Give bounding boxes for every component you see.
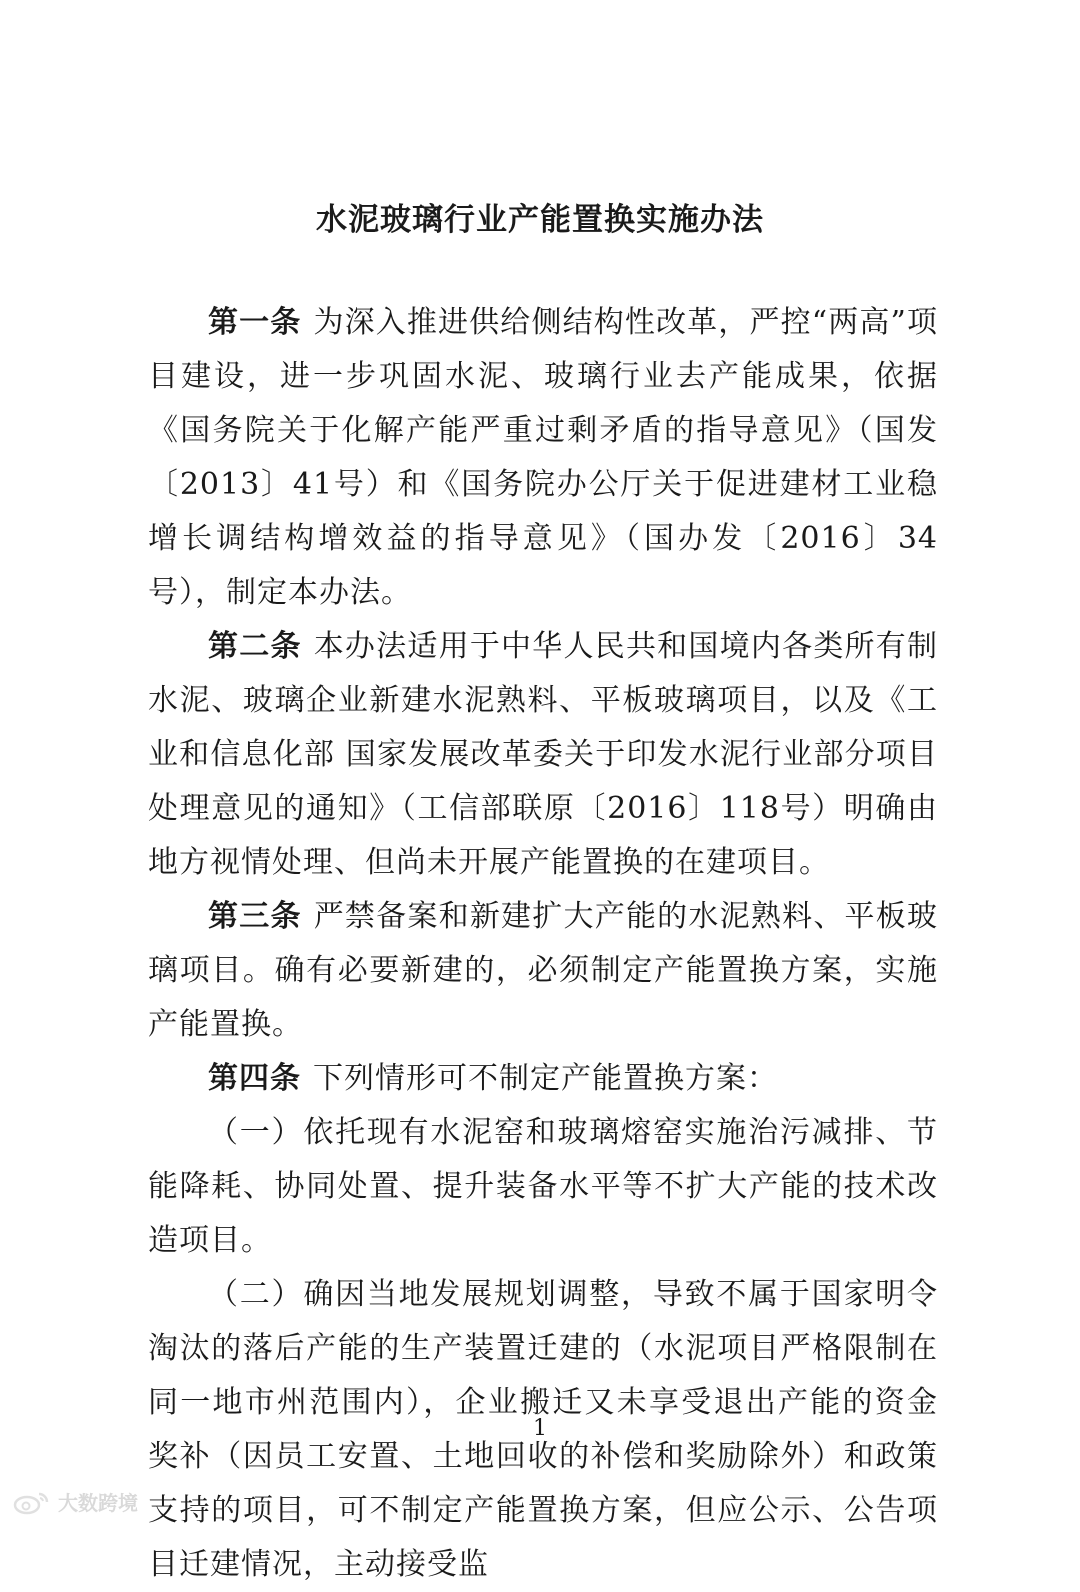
watermark (12, 1487, 138, 1516)
weibo-logo-icon (12, 1489, 52, 1515)
watermark-text: 大数跨境 (58, 1491, 138, 1515)
document-body (148, 296, 938, 1592)
article-text: 严禁备案和新建扩大产能的水泥熟料、平板玻璃项目。确有必要新建的，必须制定产能置换方案，实施产能置换。 (148, 899, 939, 1042)
article-text: 为深入推进供给侧结构性改革，严控“两高”项目建设，进一步巩固水泥、玻璃行业去产能成果，依据《国务院关于化解产能严重过剩矛盾的指导意见》（国发〔2013〕41号）和《国务院办公厅关于促进建材工业稳增长调结构增效益的指导意见》（国办发〔2016〕34号），制定本办法。 (148, 305, 938, 610)
article-paragraph (148, 296, 938, 620)
article-paragraph (148, 1052, 938, 1106)
document-title: 水泥玻璃行业产能置换实施办法 (316, 202, 764, 238)
article-number: 第一条 (208, 305, 302, 340)
article-text: 下列情形可不制定产能置换方案： (313, 1061, 778, 1096)
clause-text: （一）依托现有水泥窑和玻璃熔窑实施治污减排、节能降耗、协同处置、提升装备水平等不扩大产能的技术改造项目。 (148, 1115, 938, 1258)
article-text: 本办法适用于中华人民共和国境内各类所有制水泥、玻璃企业新建水泥熟料、平板玻璃项目，以及《工业和信息化部 国家发展改革委关于印发水泥行业部分项目处理意见的通知》（工信部联原〔2016〕118号）明确由地方视情处理、但尚未开展产能置换的在建项目。 (148, 629, 939, 880)
article-number: 第二条 (208, 629, 302, 664)
clause-text: （二）确因当地发展规划调整，导致不属于国家明令淘汰的落后产能的生产装置迁建的（水泥项目严格限制在同一地市州范围内），企业搬迁又未享受退出产能的资金奖补（因员工安置、土地回收的补偿和奖励除外）和政策支持的项目，可不制定产能置换方案，但应公示、公告项目迁建情况，主动接受监 (148, 1277, 938, 1582)
article-number: 第三条 (208, 899, 302, 934)
page-number: 1 (533, 1416, 547, 1441)
article-paragraph (148, 890, 938, 1052)
article-paragraph (148, 620, 938, 890)
article-number: 第四条 (208, 1061, 301, 1096)
clause-paragraph (148, 1106, 938, 1268)
